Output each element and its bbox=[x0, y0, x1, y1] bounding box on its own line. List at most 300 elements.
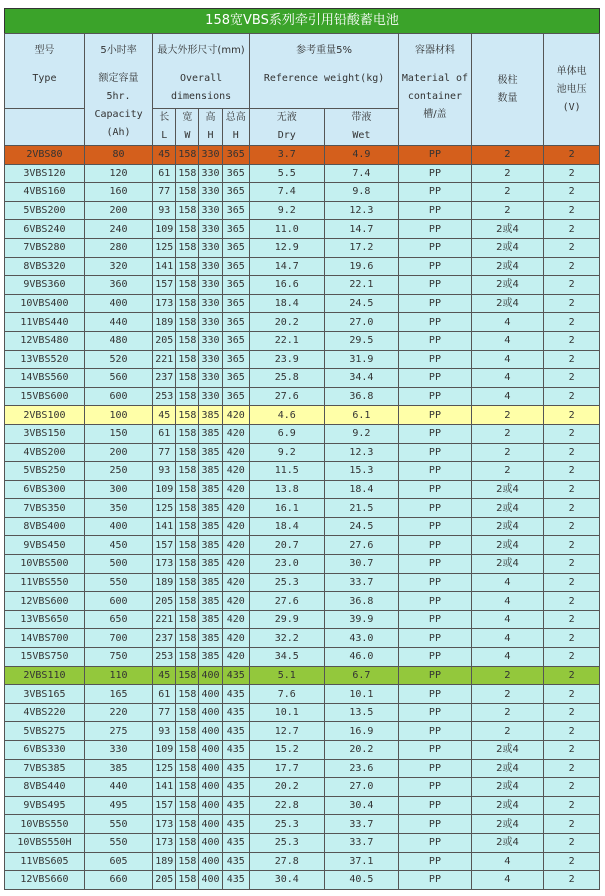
cell-length: 77 bbox=[153, 443, 176, 462]
cell-width: 158 bbox=[176, 648, 199, 667]
cell-material: PP bbox=[399, 517, 472, 536]
cell-wet-weight: 7.4 bbox=[324, 164, 399, 183]
cell-dry-weight: 14.7 bbox=[249, 257, 324, 276]
cell-wet-weight: 36.8 bbox=[324, 387, 399, 406]
table-row bbox=[5, 815, 600, 834]
cell-terminals: 2 bbox=[471, 703, 544, 722]
cell-length: 125 bbox=[153, 499, 176, 518]
cell-length: 173 bbox=[153, 833, 176, 852]
cell-capacity: 480 bbox=[84, 331, 152, 350]
header-weight-en: Reference weight(kg) bbox=[263, 73, 385, 84]
cell-model: 3VBS120 bbox=[5, 164, 85, 183]
cell-capacity: 440 bbox=[84, 778, 152, 797]
cell-material: PP bbox=[399, 294, 472, 313]
cell-height: 400 bbox=[199, 759, 222, 778]
cell-model: 8VBS320 bbox=[5, 257, 85, 276]
cell-length: 173 bbox=[153, 294, 176, 313]
cell-wet-weight: 6.7 bbox=[324, 666, 399, 685]
cell-capacity: 360 bbox=[84, 276, 152, 295]
cell-terminals: 2或4 bbox=[471, 517, 544, 536]
table-body bbox=[5, 146, 600, 890]
cell-length: 141 bbox=[153, 257, 176, 276]
battery-spec-sheet bbox=[4, 8, 600, 890]
cell-model: 8VBS400 bbox=[5, 517, 85, 536]
cell-length: 189 bbox=[153, 573, 176, 592]
cell-voltage: 2 bbox=[544, 480, 600, 499]
cell-length: 93 bbox=[153, 722, 176, 741]
cell-voltage: 2 bbox=[544, 648, 600, 667]
cell-total-height: 435 bbox=[222, 796, 249, 815]
cell-height: 330 bbox=[199, 369, 222, 388]
cell-total-height: 420 bbox=[222, 499, 249, 518]
cell-material: PP bbox=[399, 833, 472, 852]
cell-terminals: 2或4 bbox=[471, 294, 544, 313]
cell-wet-weight: 20.2 bbox=[324, 741, 399, 760]
cell-model: 13VBS650 bbox=[5, 610, 85, 629]
header-voltage-cn2: 池电压 bbox=[556, 83, 587, 95]
cell-material: PP bbox=[399, 759, 472, 778]
cell-height: 385 bbox=[199, 573, 222, 592]
cell-wet-weight: 33.7 bbox=[324, 815, 399, 834]
cell-dry-weight: 20.7 bbox=[249, 536, 324, 555]
cell-height: 385 bbox=[199, 424, 222, 443]
cell-wet-weight: 39.9 bbox=[324, 610, 399, 629]
cell-voltage: 2 bbox=[544, 536, 600, 555]
cell-wet-weight: 37.1 bbox=[324, 852, 399, 871]
cell-wet-weight: 33.7 bbox=[324, 573, 399, 592]
cell-terminals: 2或4 bbox=[471, 238, 544, 257]
cell-material: PP bbox=[399, 499, 472, 518]
header-dry-en: Dry bbox=[277, 130, 296, 141]
cell-width: 158 bbox=[176, 220, 199, 239]
cell-height: 385 bbox=[199, 536, 222, 555]
cell-material: PP bbox=[399, 369, 472, 388]
cell-model: 7VBS350 bbox=[5, 499, 85, 518]
cell-length: 205 bbox=[153, 871, 176, 890]
header-terminal-cn1: 极柱 bbox=[497, 74, 518, 86]
cell-voltage: 2 bbox=[544, 592, 600, 611]
cell-total-height: 365 bbox=[222, 313, 249, 332]
cell-capacity: 600 bbox=[84, 387, 152, 406]
cell-model: 6VBS240 bbox=[5, 220, 85, 239]
cell-length: 93 bbox=[153, 201, 176, 220]
cell-wet-weight: 46.0 bbox=[324, 648, 399, 667]
header-terminal-cn2: 数量 bbox=[497, 92, 518, 104]
cell-width: 158 bbox=[176, 201, 199, 220]
header-dim-h bbox=[199, 109, 222, 146]
cell-wet-weight: 34.4 bbox=[324, 369, 399, 388]
cell-total-height: 435 bbox=[222, 685, 249, 704]
cell-wet-weight: 10.1 bbox=[324, 685, 399, 704]
cell-voltage: 2 bbox=[544, 238, 600, 257]
cell-width: 158 bbox=[176, 238, 199, 257]
cell-material: PP bbox=[399, 331, 472, 350]
cell-terminals: 4 bbox=[471, 350, 544, 369]
cell-material: PP bbox=[399, 424, 472, 443]
cell-width: 158 bbox=[176, 778, 199, 797]
cell-length: 253 bbox=[153, 648, 176, 667]
cell-terminals: 2 bbox=[471, 183, 544, 202]
cell-material: PP bbox=[399, 852, 472, 871]
cell-voltage: 2 bbox=[544, 313, 600, 332]
cell-wet-weight: 27.0 bbox=[324, 778, 399, 797]
cell-terminals: 2或4 bbox=[471, 480, 544, 499]
cell-voltage: 2 bbox=[544, 778, 600, 797]
table-row bbox=[5, 629, 600, 648]
cell-wet-weight: 15.3 bbox=[324, 462, 399, 481]
cell-width: 158 bbox=[176, 741, 199, 760]
cell-height: 400 bbox=[199, 741, 222, 760]
cell-model: 5VBS200 bbox=[5, 201, 85, 220]
cell-material: PP bbox=[399, 648, 472, 667]
cell-voltage: 2 bbox=[544, 443, 600, 462]
cell-total-height: 435 bbox=[222, 778, 249, 797]
cell-material: PP bbox=[399, 815, 472, 834]
cell-model: 8VBS440 bbox=[5, 778, 85, 797]
cell-dry-weight: 32.2 bbox=[249, 629, 324, 648]
cell-width: 158 bbox=[176, 833, 199, 852]
cell-model: 10VBS500 bbox=[5, 555, 85, 574]
cell-voltage: 2 bbox=[544, 852, 600, 871]
cell-height: 330 bbox=[199, 201, 222, 220]
cell-dry-weight: 6.9 bbox=[249, 424, 324, 443]
header-capacity-hr: 5hr. bbox=[106, 91, 131, 102]
cell-voltage: 2 bbox=[544, 499, 600, 518]
cell-voltage: 2 bbox=[544, 331, 600, 350]
cell-wet-weight: 12.3 bbox=[324, 201, 399, 220]
table-row bbox=[5, 833, 600, 852]
cell-wet-weight: 13.5 bbox=[324, 703, 399, 722]
table-row bbox=[5, 555, 600, 574]
cell-height: 330 bbox=[199, 313, 222, 332]
cell-terminals: 2 bbox=[471, 406, 544, 425]
cell-voltage: 2 bbox=[544, 722, 600, 741]
cell-dry-weight: 5.5 bbox=[249, 164, 324, 183]
cell-wet-weight: 18.4 bbox=[324, 480, 399, 499]
cell-width: 158 bbox=[176, 406, 199, 425]
cell-length: 61 bbox=[153, 424, 176, 443]
cell-voltage: 2 bbox=[544, 629, 600, 648]
cell-model: 10VBS400 bbox=[5, 294, 85, 313]
cell-capacity: 605 bbox=[84, 852, 152, 871]
cell-dry-weight: 12.7 bbox=[249, 722, 324, 741]
cell-length: 141 bbox=[153, 778, 176, 797]
cell-capacity: 550 bbox=[84, 573, 152, 592]
header-capacity-cn1: 5小时率 bbox=[100, 45, 137, 56]
cell-length: 237 bbox=[153, 629, 176, 648]
cell-dry-weight: 27.6 bbox=[249, 387, 324, 406]
cell-length: 125 bbox=[153, 238, 176, 257]
cell-length: 77 bbox=[153, 703, 176, 722]
table-row bbox=[5, 350, 600, 369]
cell-dry-weight: 3.7 bbox=[249, 146, 324, 165]
cell-material: PP bbox=[399, 443, 472, 462]
cell-width: 158 bbox=[176, 852, 199, 871]
cell-terminals: 4 bbox=[471, 369, 544, 388]
cell-model: 9VBS450 bbox=[5, 536, 85, 555]
header-weight bbox=[249, 34, 398, 109]
table-row bbox=[5, 294, 600, 313]
cell-model: 6VBS300 bbox=[5, 480, 85, 499]
cell-material: PP bbox=[399, 629, 472, 648]
cell-wet-weight: 12.3 bbox=[324, 443, 399, 462]
cell-material: PP bbox=[399, 220, 472, 239]
cell-model: 2VBS110 bbox=[5, 666, 85, 685]
cell-wet-weight: 43.0 bbox=[324, 629, 399, 648]
cell-terminals: 2 bbox=[471, 722, 544, 741]
cell-total-height: 420 bbox=[222, 592, 249, 611]
cell-wet-weight: 4.9 bbox=[324, 146, 399, 165]
cell-total-height: 365 bbox=[222, 331, 249, 350]
cell-dry-weight: 13.8 bbox=[249, 480, 324, 499]
cell-voltage: 2 bbox=[544, 741, 600, 760]
cell-total-height: 435 bbox=[222, 871, 249, 890]
cell-total-height: 435 bbox=[222, 815, 249, 834]
cell-total-height: 365 bbox=[222, 350, 249, 369]
cell-length: 205 bbox=[153, 331, 176, 350]
cell-capacity: 650 bbox=[84, 610, 152, 629]
table-row bbox=[5, 610, 600, 629]
cell-width: 158 bbox=[176, 796, 199, 815]
header-voltage-cn1: 单体电 bbox=[556, 65, 587, 77]
cell-dry-weight: 11.5 bbox=[249, 462, 324, 481]
cell-total-height: 365 bbox=[222, 276, 249, 295]
cell-length: 157 bbox=[153, 536, 176, 555]
cell-length: 93 bbox=[153, 462, 176, 481]
table-row bbox=[5, 517, 600, 536]
header-dim-th-en: H bbox=[232, 130, 239, 141]
cell-terminals: 4 bbox=[471, 648, 544, 667]
cell-total-height: 435 bbox=[222, 722, 249, 741]
cell-length: 109 bbox=[153, 220, 176, 239]
cell-height: 385 bbox=[199, 610, 222, 629]
cell-material: PP bbox=[399, 703, 472, 722]
table-row bbox=[5, 480, 600, 499]
cell-length: 221 bbox=[153, 610, 176, 629]
table-row bbox=[5, 741, 600, 760]
cell-width: 158 bbox=[176, 722, 199, 741]
cell-height: 400 bbox=[199, 722, 222, 741]
cell-width: 158 bbox=[176, 573, 199, 592]
table-header bbox=[5, 34, 600, 146]
cell-height: 330 bbox=[199, 183, 222, 202]
cell-voltage: 2 bbox=[544, 406, 600, 425]
cell-dry-weight: 20.2 bbox=[249, 313, 324, 332]
cell-width: 158 bbox=[176, 387, 199, 406]
header-material-en1: Material of bbox=[401, 73, 469, 84]
cell-wet-weight: 22.1 bbox=[324, 276, 399, 295]
cell-height: 330 bbox=[199, 146, 222, 165]
cell-total-height: 435 bbox=[222, 759, 249, 778]
cell-dry-weight: 9.2 bbox=[249, 201, 324, 220]
cell-width: 158 bbox=[176, 350, 199, 369]
table-row bbox=[5, 499, 600, 518]
cell-wet-weight: 19.6 bbox=[324, 257, 399, 276]
header-material-cn2: 槽/盖 bbox=[423, 109, 447, 120]
cell-terminals: 4 bbox=[471, 573, 544, 592]
cell-material: PP bbox=[399, 666, 472, 685]
header-dimensions bbox=[153, 34, 250, 109]
cell-width: 158 bbox=[176, 257, 199, 276]
sheet-title: 158宽VBS系列牵引用铅酸蓄电池 bbox=[4, 8, 600, 33]
header-voltage-unit: (V) bbox=[562, 101, 581, 113]
cell-dry-weight: 27.8 bbox=[249, 852, 324, 871]
cell-length: 173 bbox=[153, 555, 176, 574]
cell-terminals: 2或4 bbox=[471, 555, 544, 574]
cell-model: 3VBS150 bbox=[5, 424, 85, 443]
cell-model: 11VBS605 bbox=[5, 852, 85, 871]
header-capacity-unit: (Ah) bbox=[106, 127, 131, 138]
cell-total-height: 420 bbox=[222, 443, 249, 462]
cell-capacity: 660 bbox=[84, 871, 152, 890]
header-dim-w bbox=[176, 109, 199, 146]
cell-length: 125 bbox=[153, 759, 176, 778]
table-row bbox=[5, 871, 600, 890]
cell-terminals: 4 bbox=[471, 387, 544, 406]
table-row bbox=[5, 573, 600, 592]
cell-length: 77 bbox=[153, 183, 176, 202]
cell-height: 330 bbox=[199, 238, 222, 257]
cell-capacity: 330 bbox=[84, 741, 152, 760]
cell-voltage: 2 bbox=[544, 759, 600, 778]
cell-length: 237 bbox=[153, 369, 176, 388]
header-dims-en: Overall dimensions bbox=[170, 73, 232, 102]
cell-terminals: 2或4 bbox=[471, 833, 544, 852]
cell-capacity: 165 bbox=[84, 685, 152, 704]
cell-terminals: 2或4 bbox=[471, 796, 544, 815]
cell-length: 173 bbox=[153, 815, 176, 834]
header-terminal bbox=[471, 34, 544, 146]
cell-capacity: 250 bbox=[84, 462, 152, 481]
cell-model: 4VBS220 bbox=[5, 703, 85, 722]
cell-terminals: 2 bbox=[471, 201, 544, 220]
cell-model: 11VBS550 bbox=[5, 573, 85, 592]
cell-capacity: 700 bbox=[84, 629, 152, 648]
cell-model: 7VBS280 bbox=[5, 238, 85, 257]
header-model-cn: 型号 bbox=[34, 45, 55, 56]
cell-voltage: 2 bbox=[544, 164, 600, 183]
cell-material: PP bbox=[399, 350, 472, 369]
cell-total-height: 420 bbox=[222, 480, 249, 499]
cell-length: 141 bbox=[153, 517, 176, 536]
table-row bbox=[5, 164, 600, 183]
table-row bbox=[5, 257, 600, 276]
cell-terminals: 2或4 bbox=[471, 741, 544, 760]
cell-capacity: 560 bbox=[84, 369, 152, 388]
table-row bbox=[5, 648, 600, 667]
cell-length: 45 bbox=[153, 406, 176, 425]
header-dims-cn: 最大外形尺寸(mm) bbox=[157, 45, 245, 56]
header-dim-h-en: H bbox=[207, 130, 214, 141]
cell-terminals: 4 bbox=[471, 331, 544, 350]
cell-wet-weight: 36.8 bbox=[324, 592, 399, 611]
cell-material: PP bbox=[399, 164, 472, 183]
cell-dry-weight: 15.2 bbox=[249, 741, 324, 760]
cell-total-height: 420 bbox=[222, 555, 249, 574]
cell-height: 385 bbox=[199, 517, 222, 536]
cell-total-height: 420 bbox=[222, 462, 249, 481]
cell-capacity: 440 bbox=[84, 313, 152, 332]
cell-wet-weight: 27.6 bbox=[324, 536, 399, 555]
cell-voltage: 2 bbox=[544, 517, 600, 536]
cell-capacity: 750 bbox=[84, 648, 152, 667]
cell-model: 14VBS560 bbox=[5, 369, 85, 388]
cell-terminals: 2 bbox=[471, 164, 544, 183]
cell-height: 385 bbox=[199, 629, 222, 648]
cell-material: PP bbox=[399, 685, 472, 704]
cell-width: 158 bbox=[176, 164, 199, 183]
cell-total-height: 420 bbox=[222, 648, 249, 667]
cell-dry-weight: 25.3 bbox=[249, 833, 324, 852]
cell-voltage: 2 bbox=[544, 833, 600, 852]
cell-height: 385 bbox=[199, 555, 222, 574]
table-row bbox=[5, 592, 600, 611]
cell-capacity: 520 bbox=[84, 350, 152, 369]
table-row bbox=[5, 852, 600, 871]
cell-dry-weight: 16.1 bbox=[249, 499, 324, 518]
cell-material: PP bbox=[399, 722, 472, 741]
cell-terminals: 4 bbox=[471, 629, 544, 648]
cell-width: 158 bbox=[176, 443, 199, 462]
cell-dry-weight: 25.3 bbox=[249, 573, 324, 592]
cell-model: 12VBS660 bbox=[5, 871, 85, 890]
cell-total-height: 365 bbox=[222, 294, 249, 313]
cell-width: 158 bbox=[176, 294, 199, 313]
cell-width: 158 bbox=[176, 666, 199, 685]
header-material-cn: 容器材料 bbox=[414, 45, 455, 56]
cell-width: 158 bbox=[176, 871, 199, 890]
cell-voltage: 2 bbox=[544, 871, 600, 890]
cell-voltage: 2 bbox=[544, 555, 600, 574]
cell-height: 330 bbox=[199, 294, 222, 313]
header-model bbox=[5, 34, 85, 109]
cell-voltage: 2 bbox=[544, 350, 600, 369]
cell-height: 400 bbox=[199, 796, 222, 815]
cell-total-height: 435 bbox=[222, 666, 249, 685]
cell-total-height: 420 bbox=[222, 424, 249, 443]
cell-width: 158 bbox=[176, 424, 199, 443]
cell-wet-weight: 24.5 bbox=[324, 517, 399, 536]
cell-voltage: 2 bbox=[544, 424, 600, 443]
cell-width: 158 bbox=[176, 462, 199, 481]
cell-voltage: 2 bbox=[544, 685, 600, 704]
cell-dry-weight: 23.9 bbox=[249, 350, 324, 369]
cell-capacity: 600 bbox=[84, 592, 152, 611]
cell-wet-weight: 30.4 bbox=[324, 796, 399, 815]
header-dim-h-cn: 高 bbox=[205, 112, 216, 123]
cell-length: 109 bbox=[153, 741, 176, 760]
cell-material: PP bbox=[399, 183, 472, 202]
cell-material: PP bbox=[399, 610, 472, 629]
cell-width: 158 bbox=[176, 536, 199, 555]
cell-total-height: 365 bbox=[222, 387, 249, 406]
cell-dry-weight: 18.4 bbox=[249, 294, 324, 313]
cell-height: 330 bbox=[199, 331, 222, 350]
table-row bbox=[5, 220, 600, 239]
cell-model: 4VBS160 bbox=[5, 183, 85, 202]
cell-material: PP bbox=[399, 238, 472, 257]
cell-material: PP bbox=[399, 536, 472, 555]
cell-material: PP bbox=[399, 387, 472, 406]
cell-voltage: 2 bbox=[544, 183, 600, 202]
cell-dry-weight: 9.2 bbox=[249, 443, 324, 462]
header-capacity-en: Capacity bbox=[94, 109, 143, 120]
cell-length: 45 bbox=[153, 146, 176, 165]
cell-height: 385 bbox=[199, 406, 222, 425]
cell-dry-weight: 16.6 bbox=[249, 276, 324, 295]
cell-voltage: 2 bbox=[544, 201, 600, 220]
cell-total-height: 365 bbox=[222, 220, 249, 239]
